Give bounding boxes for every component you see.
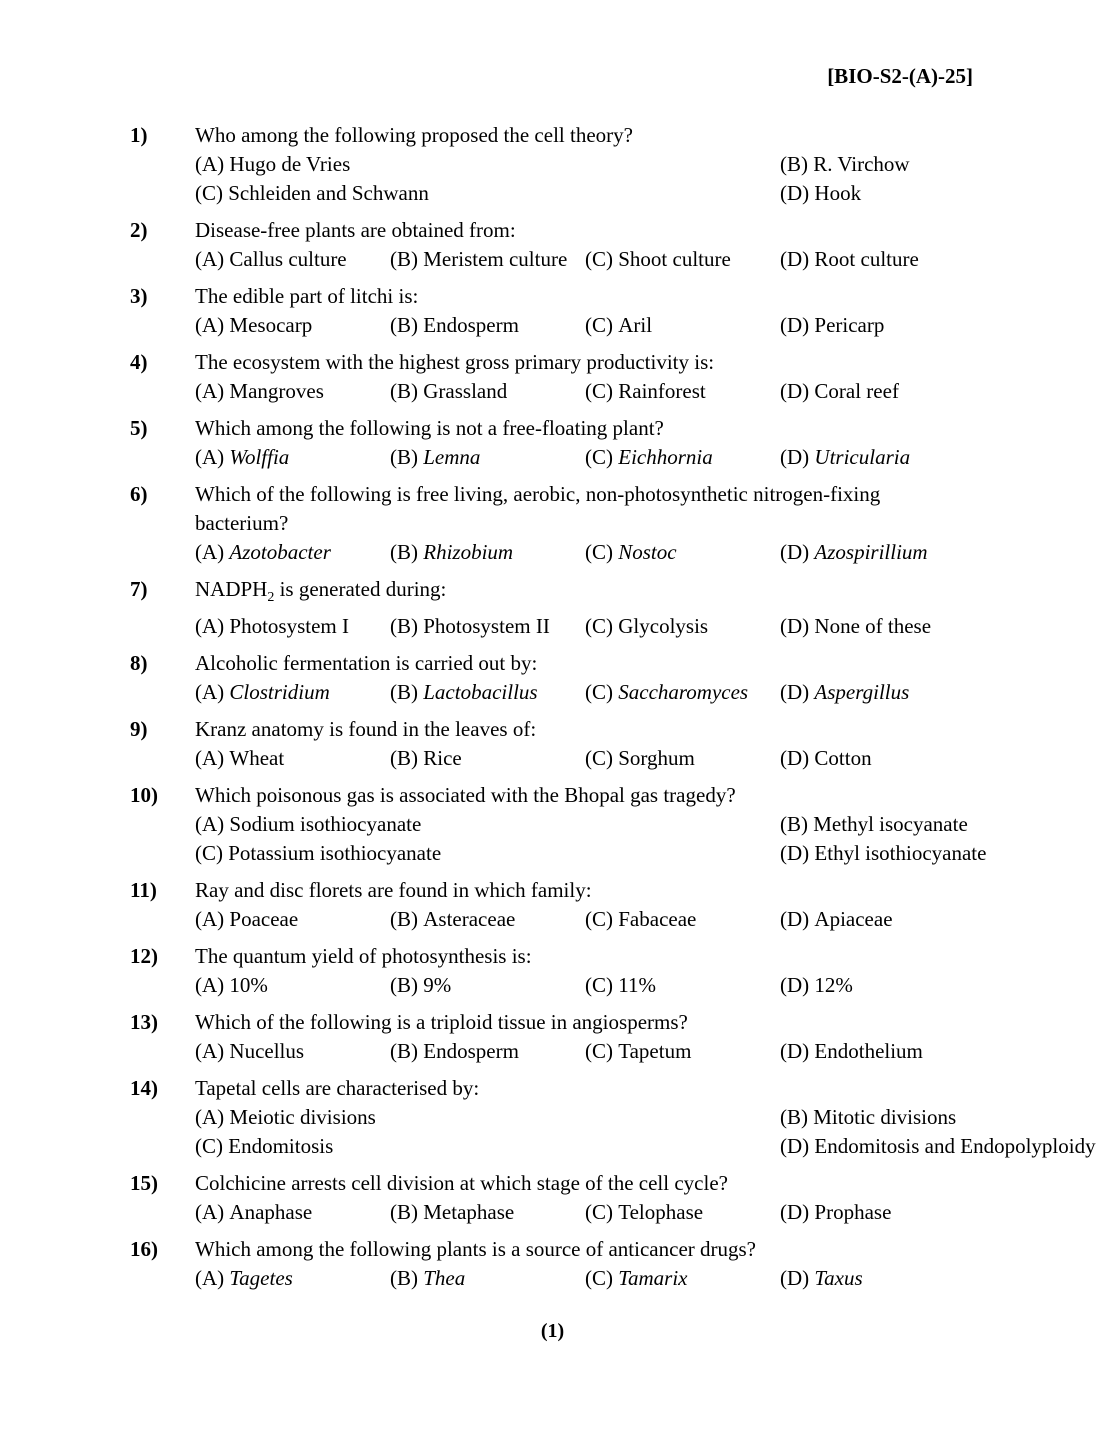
options-row	[195, 678, 1105, 707]
options-row	[195, 905, 1105, 934]
option-text: Sodium isothiocyanate	[229, 812, 422, 837]
option-text: None of these	[814, 614, 932, 639]
option	[585, 538, 677, 567]
option-label: (C)	[195, 181, 223, 205]
option-label: (D)	[780, 973, 810, 998]
options	[195, 678, 1105, 707]
option	[585, 245, 731, 274]
option	[195, 311, 312, 340]
option-text: Ethyl isothiocyanate	[814, 841, 987, 866]
option	[390, 538, 513, 567]
option	[390, 744, 462, 773]
options-row	[195, 839, 1105, 868]
option	[780, 971, 853, 1000]
option	[780, 744, 872, 773]
question-text	[195, 1169, 955, 1198]
option-label: (D)	[780, 379, 810, 403]
option-label: (D)	[780, 614, 810, 639]
option	[585, 311, 652, 340]
question-text	[195, 121, 955, 150]
option	[780, 678, 909, 707]
question-text	[195, 216, 955, 245]
options	[195, 1103, 1105, 1161]
option-text: Utricularia	[814, 445, 911, 469]
option-label: (B)	[390, 540, 418, 564]
option-text: Callus culture	[229, 247, 347, 271]
question-number: 8)	[130, 651, 148, 676]
question-text-after: is generated during:	[274, 577, 447, 601]
option-text: Rice	[423, 746, 462, 771]
options	[195, 538, 1105, 567]
option-label: (C)	[585, 973, 613, 998]
option-label: (C)	[585, 907, 613, 932]
options-row	[195, 150, 1105, 179]
option-text: Cotton	[814, 746, 872, 771]
option-label: (A)	[195, 907, 225, 932]
question-text	[195, 575, 955, 612]
question-number: 15)	[130, 1171, 158, 1196]
option-label: (C)	[585, 746, 613, 771]
question-text-main: The edible part of litchi is:	[195, 284, 419, 308]
option	[585, 905, 696, 934]
option	[195, 744, 284, 773]
question-text-main: Which among the following is not a free-floating plant?	[195, 416, 664, 440]
question-block	[0, 781, 1105, 868]
question-number: 12)	[130, 944, 158, 969]
option-label: (C)	[585, 614, 613, 639]
option-text: 12%	[814, 973, 853, 998]
option	[780, 1103, 956, 1132]
option-label: (D)	[780, 181, 810, 205]
option	[195, 839, 441, 868]
option-label: (B)	[390, 1266, 418, 1291]
option-label: (D)	[780, 445, 810, 469]
option	[585, 971, 656, 1000]
option-label: (C)	[585, 1200, 613, 1225]
option-label: (A)	[195, 540, 225, 564]
option-text: Hook	[814, 181, 862, 205]
option-text: Pericarp	[814, 313, 885, 337]
question-text	[195, 649, 955, 678]
options	[195, 245, 1105, 274]
option-label: (D)	[780, 247, 810, 271]
option	[780, 1198, 891, 1227]
options-row	[195, 612, 1105, 641]
option	[780, 377, 899, 406]
options	[195, 744, 1105, 773]
option-text: Grassland	[423, 379, 508, 403]
option-label: (A)	[195, 973, 225, 998]
option-label: (A)	[195, 1039, 225, 1064]
option-text: Asteraceae	[423, 907, 516, 932]
question-number: 9)	[130, 717, 148, 742]
question-block	[0, 216, 1105, 274]
question-text	[195, 715, 955, 744]
option	[780, 1264, 863, 1293]
option	[390, 1198, 514, 1227]
option-text: Poaceae	[229, 907, 299, 932]
option-text: Taxus	[814, 1266, 863, 1291]
option-label: (C)	[585, 680, 613, 705]
option-label: (B)	[390, 680, 418, 705]
question-number: 11)	[130, 878, 157, 903]
option-text: Eichhornia	[618, 445, 713, 469]
options	[195, 1037, 1105, 1066]
option-text: Meiotic divisions	[229, 1105, 376, 1130]
question-block	[0, 942, 1105, 1000]
option	[780, 179, 861, 208]
question-block	[0, 1235, 1105, 1293]
option	[195, 150, 350, 179]
option-text: Mangroves	[229, 379, 324, 403]
option-label: (A)	[195, 152, 225, 176]
option	[390, 971, 451, 1000]
option-text: Photosystem II	[423, 614, 550, 639]
option-text: Metaphase	[423, 1200, 515, 1225]
option-text: Endosperm	[423, 313, 519, 337]
question-number: 13)	[130, 1010, 158, 1035]
option-label: (C)	[585, 313, 613, 337]
question-block	[0, 414, 1105, 472]
question-number: 1)	[130, 123, 148, 147]
option-text: Lactobacillus	[423, 680, 538, 705]
option-label: (C)	[585, 247, 613, 271]
option-label: (D)	[780, 1134, 810, 1159]
option	[390, 1037, 519, 1066]
option-text: R. Virchow	[813, 152, 910, 176]
option	[585, 1037, 691, 1066]
option-text: Telophase	[618, 1200, 704, 1225]
option	[390, 311, 519, 340]
option-label: (D)	[780, 1039, 810, 1064]
option-text: Azospirillium	[814, 540, 928, 564]
option-label: (D)	[780, 841, 810, 866]
option-label: (B)	[390, 247, 418, 271]
question-block	[0, 575, 1105, 641]
option-label: (C)	[585, 1039, 613, 1064]
options-row	[195, 311, 1105, 340]
question-text	[195, 480, 955, 538]
option-label: (D)	[780, 680, 810, 705]
question-text	[195, 414, 955, 443]
paper-code: [BIO-S2-(A)-25]	[827, 64, 973, 88]
question-text-main: Colchicine arrests cell division at which stage of the cell cycle?	[195, 1171, 728, 1196]
option-text: Endomitosis	[228, 1134, 334, 1159]
option	[195, 179, 429, 208]
option-text: Endosperm	[423, 1039, 519, 1064]
option	[390, 1264, 465, 1293]
option	[195, 678, 330, 707]
option	[390, 377, 507, 406]
option-text: Glycolysis	[618, 614, 709, 639]
options-row	[195, 1037, 1105, 1066]
question-text	[195, 348, 955, 377]
option-text: Endomitosis and Endopolyploidy	[814, 1134, 1096, 1159]
option-text: Rainforest	[618, 379, 706, 403]
question-block	[0, 121, 1105, 208]
option	[195, 810, 421, 839]
option-label: (B)	[390, 1039, 418, 1064]
question-number: 6)	[130, 482, 148, 506]
question-text-main: Which among the following plants is a source of anticancer drugs?	[195, 1237, 756, 1262]
options-row	[195, 1103, 1105, 1132]
option-label: (D)	[780, 1200, 810, 1225]
option	[390, 443, 480, 472]
option	[195, 1037, 304, 1066]
option	[780, 443, 910, 472]
question-text-main: Alcoholic fermentation is carried out by:	[195, 651, 538, 676]
option-text: Aspergillus	[814, 680, 910, 705]
option-text: Clostridium	[229, 680, 330, 705]
option-text: Hugo de Vries	[229, 152, 351, 176]
option	[780, 1132, 1096, 1161]
question-text	[195, 282, 955, 311]
option-label: (B)	[390, 445, 418, 469]
options-row	[195, 538, 1105, 567]
option-label: (A)	[195, 812, 225, 837]
question-number: 16)	[130, 1237, 158, 1262]
page-number: (1)	[540, 1320, 565, 1342]
option-label: (A)	[195, 1266, 225, 1291]
options	[195, 905, 1105, 934]
option-label: (D)	[780, 313, 810, 337]
option	[780, 538, 928, 567]
option-text: Tapetum	[618, 1039, 692, 1064]
option	[195, 1103, 376, 1132]
option-text: Rhizobium	[423, 540, 514, 564]
question-text	[195, 1008, 955, 1037]
option-text: Sorghum	[618, 746, 695, 771]
question-text-main: Which of the following is free living, aerobic, non-photosynthetic nitrogen-fixing bacterium?	[195, 482, 881, 535]
question-block	[0, 282, 1105, 340]
option-label: (B)	[390, 1200, 418, 1225]
option-label: (A)	[195, 247, 225, 271]
option-label: (B)	[390, 746, 418, 771]
option	[585, 744, 695, 773]
options	[195, 1264, 1105, 1293]
option	[195, 1132, 333, 1161]
option	[195, 443, 289, 472]
options	[195, 971, 1105, 1000]
option	[585, 612, 708, 641]
options	[195, 810, 1105, 868]
option-label: (B)	[780, 1105, 808, 1130]
option-text: Schleiden and Schwann	[228, 181, 429, 205]
option	[195, 245, 347, 274]
option-text: Methyl isocyanate	[813, 812, 968, 837]
option	[780, 245, 919, 274]
question-text-main: Ray and disc florets are found in which family:	[195, 878, 592, 903]
option-text: Azotobacter	[229, 540, 331, 564]
options	[195, 311, 1105, 340]
options	[195, 443, 1105, 472]
option	[390, 245, 567, 274]
option-text: Prophase	[814, 1200, 892, 1225]
options	[195, 377, 1105, 406]
question-text-main: Disease-free plants are obtained from:	[195, 218, 516, 242]
option-text: Meristem culture	[423, 247, 568, 271]
question-number: 4)	[130, 350, 148, 374]
option	[585, 678, 748, 707]
option	[780, 1037, 923, 1066]
option-label: (A)	[195, 614, 225, 639]
option-text: Wolffia	[229, 445, 290, 469]
question-text-main: Which of the following is a triploid tissue in angiosperms?	[195, 1010, 688, 1035]
option-label: (D)	[780, 746, 810, 771]
question-number: 2)	[130, 218, 148, 242]
question-text	[195, 1235, 955, 1264]
option-text: Mesocarp	[229, 313, 313, 337]
question-text	[195, 942, 955, 971]
option	[780, 311, 884, 340]
option-label: (B)	[390, 379, 418, 403]
options	[195, 150, 1105, 208]
options	[195, 612, 1105, 641]
option-label: (C)	[195, 1134, 223, 1159]
option	[780, 150, 910, 179]
option-label: (B)	[390, 907, 418, 932]
question-text-main: Which poisonous gas is associated with the Bhopal gas tragedy?	[195, 783, 736, 808]
option-label: (D)	[780, 1266, 810, 1291]
options-row	[195, 1198, 1105, 1227]
option-label: (C)	[585, 540, 613, 564]
options-row	[195, 245, 1105, 274]
option-label: (A)	[195, 445, 225, 469]
question-list	[0, 121, 1105, 1301]
question-block	[0, 715, 1105, 773]
option-label: (C)	[195, 841, 223, 866]
option	[585, 377, 706, 406]
option	[195, 905, 298, 934]
option-label: (A)	[195, 746, 225, 771]
option	[780, 839, 986, 868]
option-text: Coral reef	[814, 379, 899, 403]
option	[390, 905, 515, 934]
option-label: (C)	[585, 445, 613, 469]
option-label: (B)	[780, 812, 808, 837]
option	[195, 971, 268, 1000]
option	[585, 1264, 688, 1293]
options-row	[195, 179, 1105, 208]
question-text-main: The ecosystem with the highest gross primary productivity is:	[195, 350, 715, 374]
question-block	[0, 876, 1105, 934]
options-row	[195, 443, 1105, 472]
option	[585, 443, 713, 472]
options-row	[195, 1264, 1105, 1293]
question-text	[195, 876, 955, 905]
question-text	[195, 781, 955, 810]
option-label: (A)	[195, 680, 225, 705]
options-row	[195, 1132, 1105, 1161]
options-row	[195, 971, 1105, 1000]
question-number: 3)	[130, 284, 148, 308]
question-text-main: Tapetal cells are characterised by:	[195, 1076, 480, 1101]
option-text: 9%	[423, 973, 452, 998]
question-text-main: Who among the following proposed the cell theory?	[195, 123, 633, 147]
option-label: (D)	[780, 907, 810, 932]
option-text: Root culture	[814, 247, 919, 271]
question-block	[0, 1169, 1105, 1227]
question-text	[195, 1074, 955, 1103]
option-text: Photosystem I	[229, 614, 349, 639]
option	[780, 905, 893, 934]
option	[780, 810, 968, 839]
question-block	[0, 348, 1105, 406]
options-row	[195, 744, 1105, 773]
option	[195, 377, 324, 406]
option-text: Shoot culture	[618, 247, 731, 271]
option-text: Fabaceae	[618, 907, 697, 932]
question-text-main: NADPH	[195, 577, 268, 601]
option	[390, 612, 550, 641]
option-text: Tamarix	[618, 1266, 688, 1291]
option-label: (B)	[390, 973, 418, 998]
option-text: 10%	[229, 973, 268, 998]
question-block	[0, 1074, 1105, 1161]
option-label: (C)	[585, 1266, 613, 1291]
question-block	[0, 480, 1105, 567]
option-label: (C)	[585, 379, 613, 403]
option-label: (B)	[390, 313, 418, 337]
question-block	[0, 649, 1105, 707]
option-text: Thea	[423, 1266, 466, 1291]
options-row	[195, 377, 1105, 406]
option-text: Tagetes	[229, 1266, 293, 1291]
option-text: Aril	[618, 313, 653, 337]
option-text: Apiaceae	[814, 907, 893, 932]
option-text: Potassium isothiocyanate	[228, 841, 442, 866]
question-number: 10)	[130, 783, 158, 808]
option-text: Mitotic divisions	[813, 1105, 957, 1130]
option-label: (D)	[780, 540, 810, 564]
option-label: (A)	[195, 313, 225, 337]
option	[195, 538, 331, 567]
option	[195, 1264, 293, 1293]
option	[390, 678, 538, 707]
options	[195, 1198, 1105, 1227]
option	[195, 612, 349, 641]
question-number: 5)	[130, 416, 148, 440]
question-text-subscript: 2	[267, 590, 275, 606]
option-label: (A)	[195, 1200, 225, 1225]
question-number: 7)	[130, 577, 148, 601]
option-text: Wheat	[229, 746, 285, 771]
question-number: 14)	[130, 1076, 158, 1101]
option-label: (B)	[780, 152, 808, 176]
option-text: Nostoc	[618, 540, 677, 564]
question-text-main: Kranz anatomy is found in the leaves of:	[195, 717, 537, 742]
option	[585, 1198, 703, 1227]
option-label: (A)	[195, 379, 225, 403]
option-text: Endothelium	[814, 1039, 923, 1064]
options-row	[195, 810, 1105, 839]
option-text: 11%	[618, 973, 656, 998]
option	[195, 1198, 312, 1227]
question-text-main: The quantum yield of photosynthesis is:	[195, 944, 532, 969]
option-text: Lemna	[423, 445, 481, 469]
option-text: Nucellus	[229, 1039, 305, 1064]
option-label: (B)	[390, 614, 418, 639]
question-block	[0, 1008, 1105, 1066]
option-label: (A)	[195, 1105, 225, 1130]
option	[780, 612, 931, 641]
option-text: Anaphase	[229, 1200, 313, 1225]
option-text: Saccharomyces	[618, 680, 749, 705]
